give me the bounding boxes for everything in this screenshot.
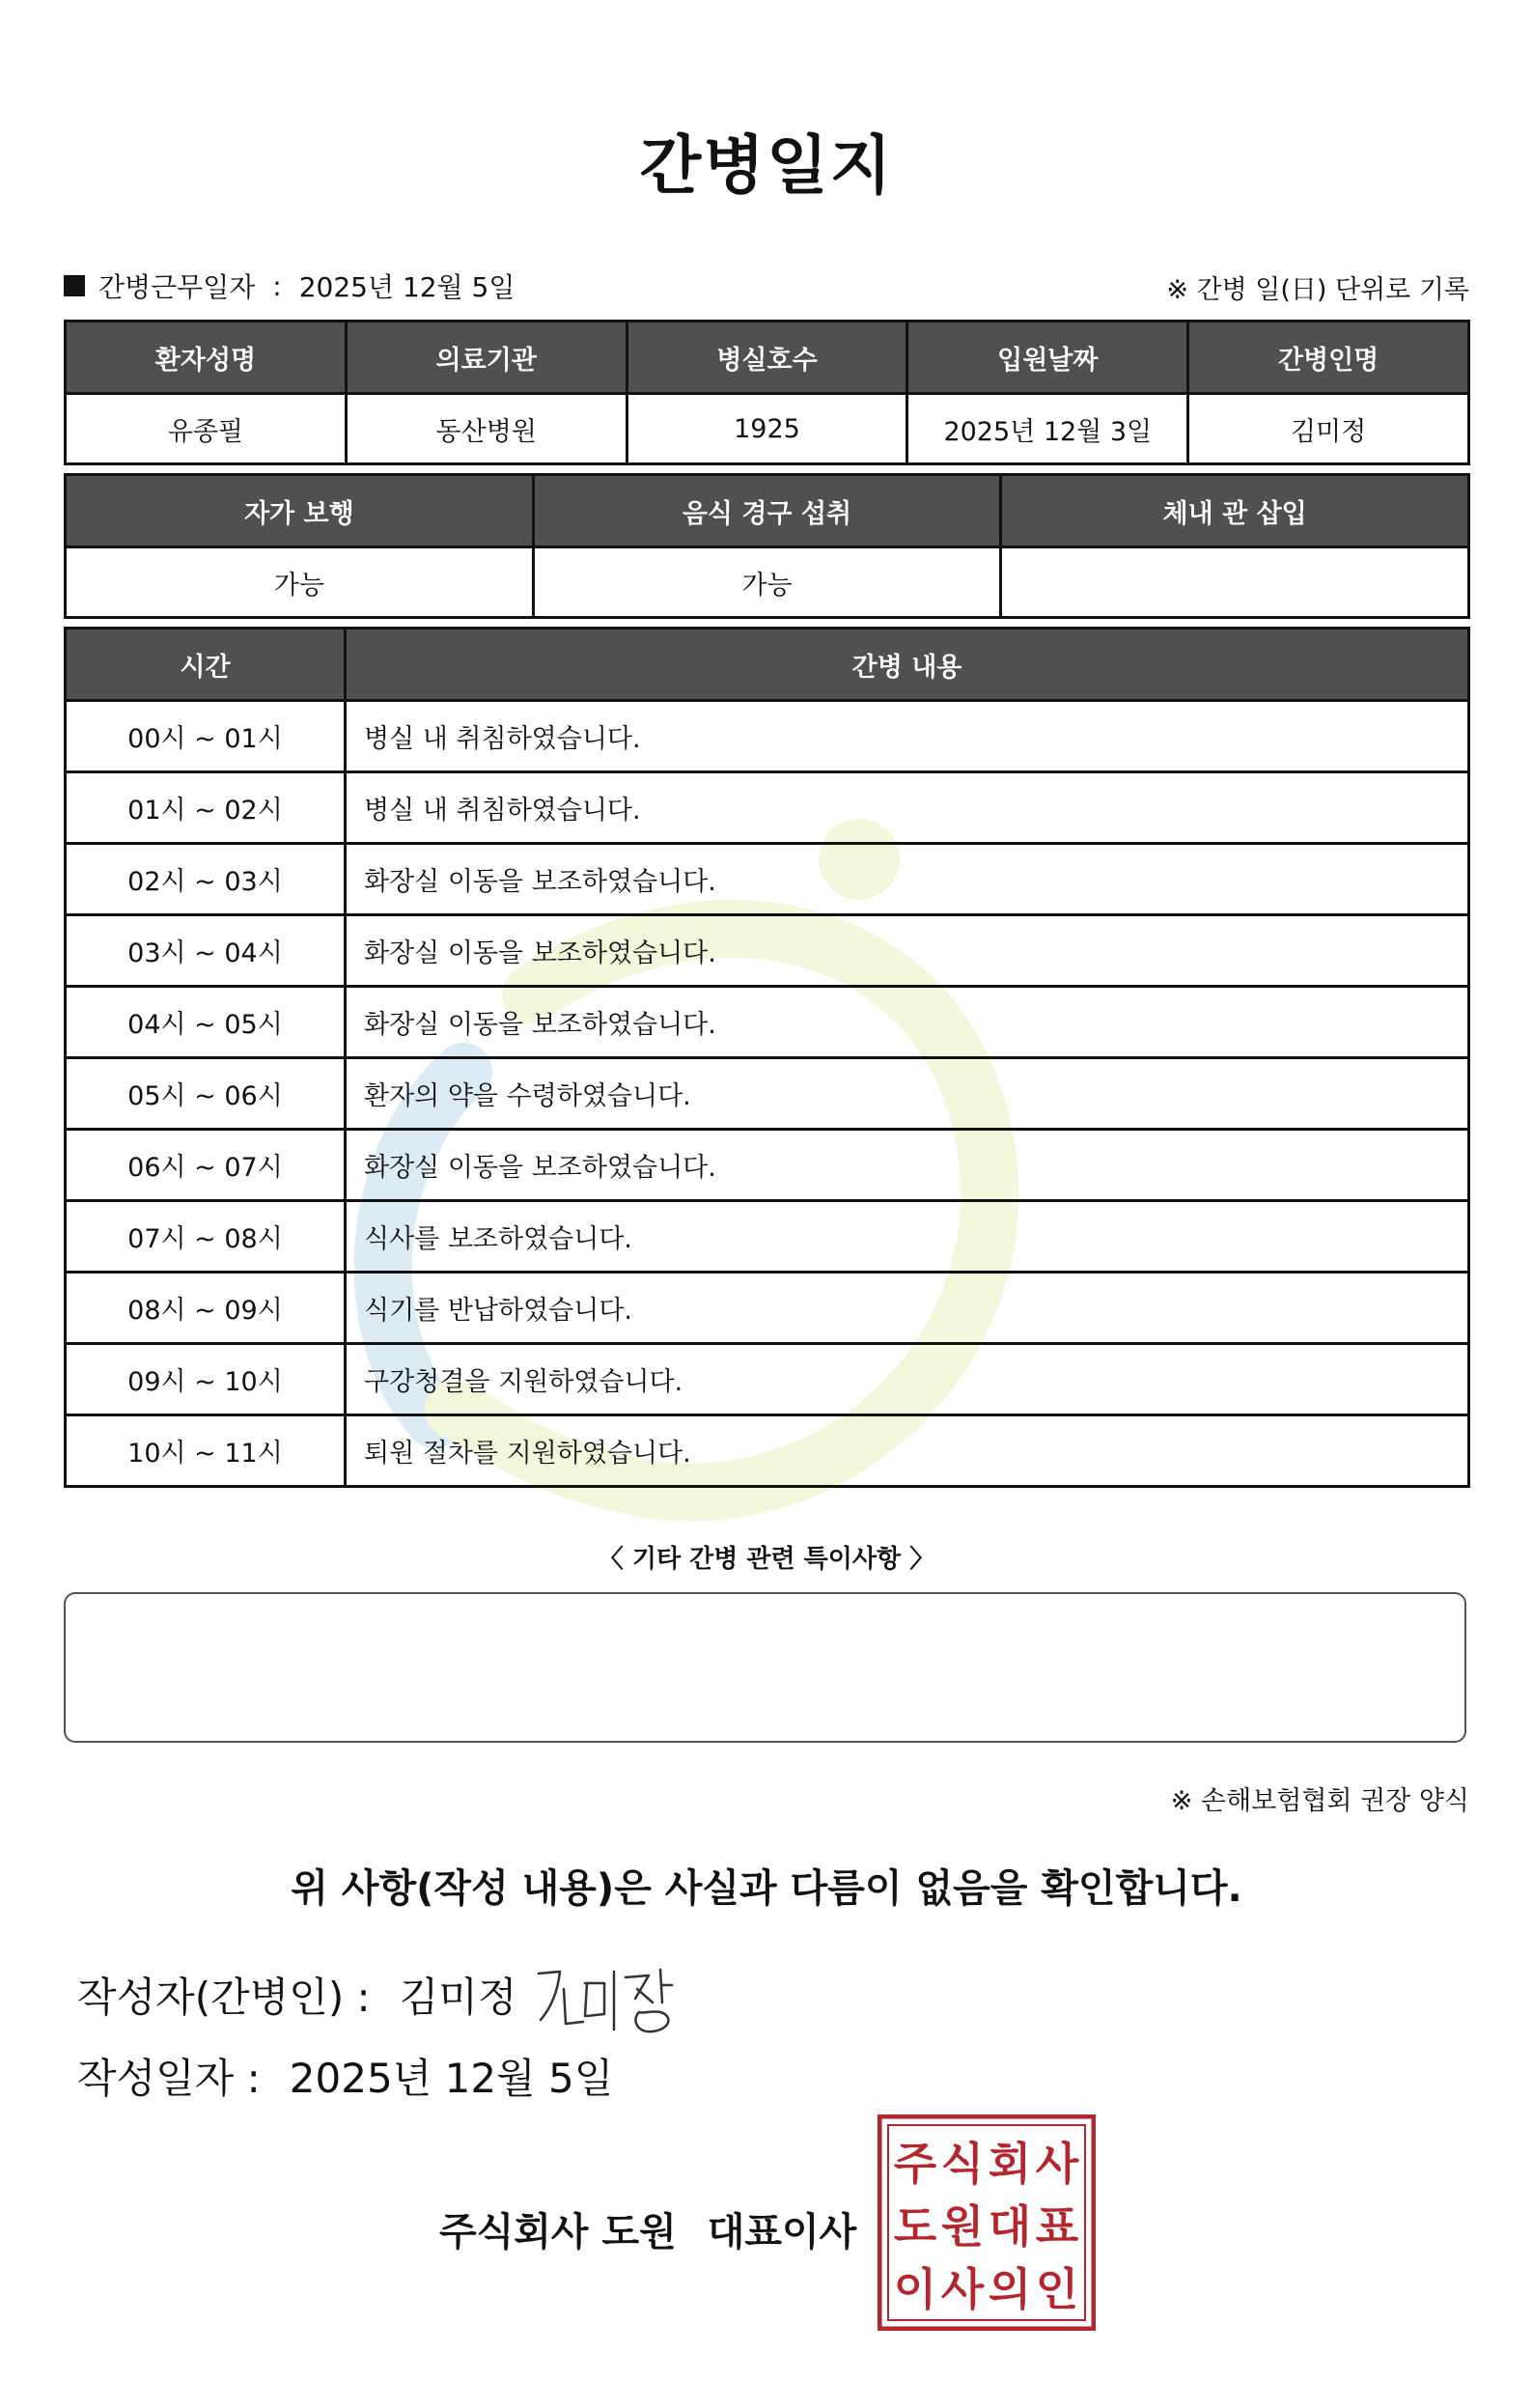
svg-text:표: 표 <box>1035 2200 1079 2253</box>
row-content: 병실 내 취침하였습니다. <box>346 701 1469 772</box>
row-time: 06시 ~ 07시 <box>66 1130 346 1201</box>
svg-text:의: 의 <box>988 2263 1032 2315</box>
header-caregiver-name: 간병인명 <box>1188 322 1469 394</box>
table-row <box>66 772 1469 844</box>
table-row <box>66 1344 1469 1415</box>
table-row <box>66 987 1469 1058</box>
author-line <box>77 1966 516 2024</box>
patient-name: 유종필 <box>66 394 347 464</box>
svg-text:회: 회 <box>988 2138 1032 2190</box>
hospital-name: 동산병원 <box>346 394 627 464</box>
table-row <box>66 844 1469 915</box>
header-room-number: 병실호수 <box>627 322 907 394</box>
table-row <box>66 1201 1469 1273</box>
svg-text:원: 원 <box>940 2200 985 2253</box>
representative-title: 대표이사 <box>707 2210 857 2254</box>
special-notes-box <box>64 1592 1466 1743</box>
author-label: 작성자(간병인) : <box>77 1974 371 2021</box>
row-time: 04시 ~ 05시 <box>66 987 346 1058</box>
tube-insertion-value <box>1001 547 1469 618</box>
work-date-line <box>64 266 515 305</box>
caregiver-name: 김미정 <box>1188 394 1469 464</box>
header-hospital: 의료기관 <box>346 322 627 394</box>
svg-text:이: 이 <box>893 2263 937 2315</box>
row-time: 07시 ~ 08시 <box>66 1201 346 1273</box>
svg-text:인: 인 <box>1035 2263 1079 2315</box>
row-content: 식사를 보조하였습니다. <box>346 1201 1469 1273</box>
row-time: 01시 ~ 02시 <box>66 772 346 844</box>
company-signature-line <box>439 2201 856 2256</box>
row-content: 화장실 이동을 보조하였습니다. <box>346 844 1469 915</box>
header-tube-insertion: 체내 관 삽입 <box>1001 475 1469 547</box>
work-date-colon: : <box>272 269 282 302</box>
self-walking-value: 가능 <box>66 547 534 618</box>
special-notes-label: 〈 기타 간병 관련 특이사항 〉 <box>598 1545 935 1574</box>
svg-text:식: 식 <box>940 2138 985 2190</box>
table-row <box>66 701 1469 772</box>
row-time: 08시 ~ 09시 <box>66 1273 346 1344</box>
header-care-content: 간병 내용 <box>346 629 1469 701</box>
record-unit-note: ※ 간병 일(日) 단위로 기록 <box>1166 275 1469 305</box>
row-content: 화장실 이동을 보조하였습니다. <box>346 987 1469 1058</box>
table-row <box>66 915 1469 987</box>
table-row <box>66 1130 1469 1201</box>
room-number: 1925 <box>627 394 907 464</box>
confirmation-statement: 위 사항(작성 내용)은 사실과 다름이 없음을 확인합니다. <box>291 1866 1242 1911</box>
row-content: 퇴원 절차를 지원하였습니다. <box>346 1415 1469 1487</box>
row-content: 병실 내 취침하였습니다. <box>346 772 1469 844</box>
written-date-label: 작성일자 : <box>77 2055 261 2102</box>
row-content: 화장실 이동을 보조하였습니다. <box>346 915 1469 987</box>
author-name: 김미정 <box>399 1974 517 2021</box>
row-time: 09시 ~ 10시 <box>66 1344 346 1415</box>
header-time: 시간 <box>66 629 346 701</box>
written-date-line <box>77 2047 613 2105</box>
svg-text:주: 주 <box>893 2138 937 2190</box>
table-row <box>66 1273 1469 1344</box>
patient-info-table <box>64 320 1470 465</box>
svg-text:대: 대 <box>988 2200 1032 2253</box>
handwritten-signature <box>531 1960 695 2037</box>
care-log-table <box>64 627 1470 1488</box>
row-time: 05시 ~ 06시 <box>66 1058 346 1130</box>
table-row <box>66 1415 1469 1487</box>
oral-intake-value: 가능 <box>533 547 1001 618</box>
admission-date: 2025년 12월 3일 <box>907 394 1188 464</box>
svg-text:사: 사 <box>940 2263 985 2315</box>
row-content: 식기를 반납하였습니다. <box>346 1273 1469 1344</box>
row-content: 화장실 이동을 보조하였습니다. <box>346 1130 1469 1201</box>
company-seal-stamp <box>878 2114 1096 2331</box>
header-self-walking: 자가 보행 <box>66 475 534 547</box>
work-date-label: 간병근무일자 <box>98 271 256 303</box>
patient-status-table <box>64 473 1470 619</box>
header-admission-date: 입원날짜 <box>907 322 1188 394</box>
svg-text:도: 도 <box>893 2200 937 2253</box>
row-time: 03시 ~ 04시 <box>66 915 346 987</box>
row-time: 02시 ~ 03시 <box>66 844 346 915</box>
form-recommendation-note: ※ 손해보험협회 권장 양식 <box>1170 1786 1469 1816</box>
row-time: 00시 ~ 01시 <box>66 701 346 772</box>
row-content: 환자의 약을 수령하였습니다. <box>346 1058 1469 1130</box>
header-patient-name: 환자성명 <box>66 322 347 394</box>
table-row <box>66 1058 1469 1130</box>
written-date-value: 2025년 12월 5일 <box>289 2055 614 2102</box>
square-bullet-icon <box>64 275 85 296</box>
row-time: 10시 ~ 11시 <box>66 1415 346 1487</box>
work-date-value: 2025년 12월 5일 <box>298 271 516 303</box>
svg-text:사: 사 <box>1035 2138 1079 2190</box>
company-name: 주식회사 도원 <box>439 2210 677 2254</box>
header-oral-intake: 음식 경구 섭취 <box>533 475 1001 547</box>
row-content: 구강청결을 지원하였습니다. <box>346 1344 1469 1415</box>
document-title: 간병일지 <box>639 128 894 203</box>
